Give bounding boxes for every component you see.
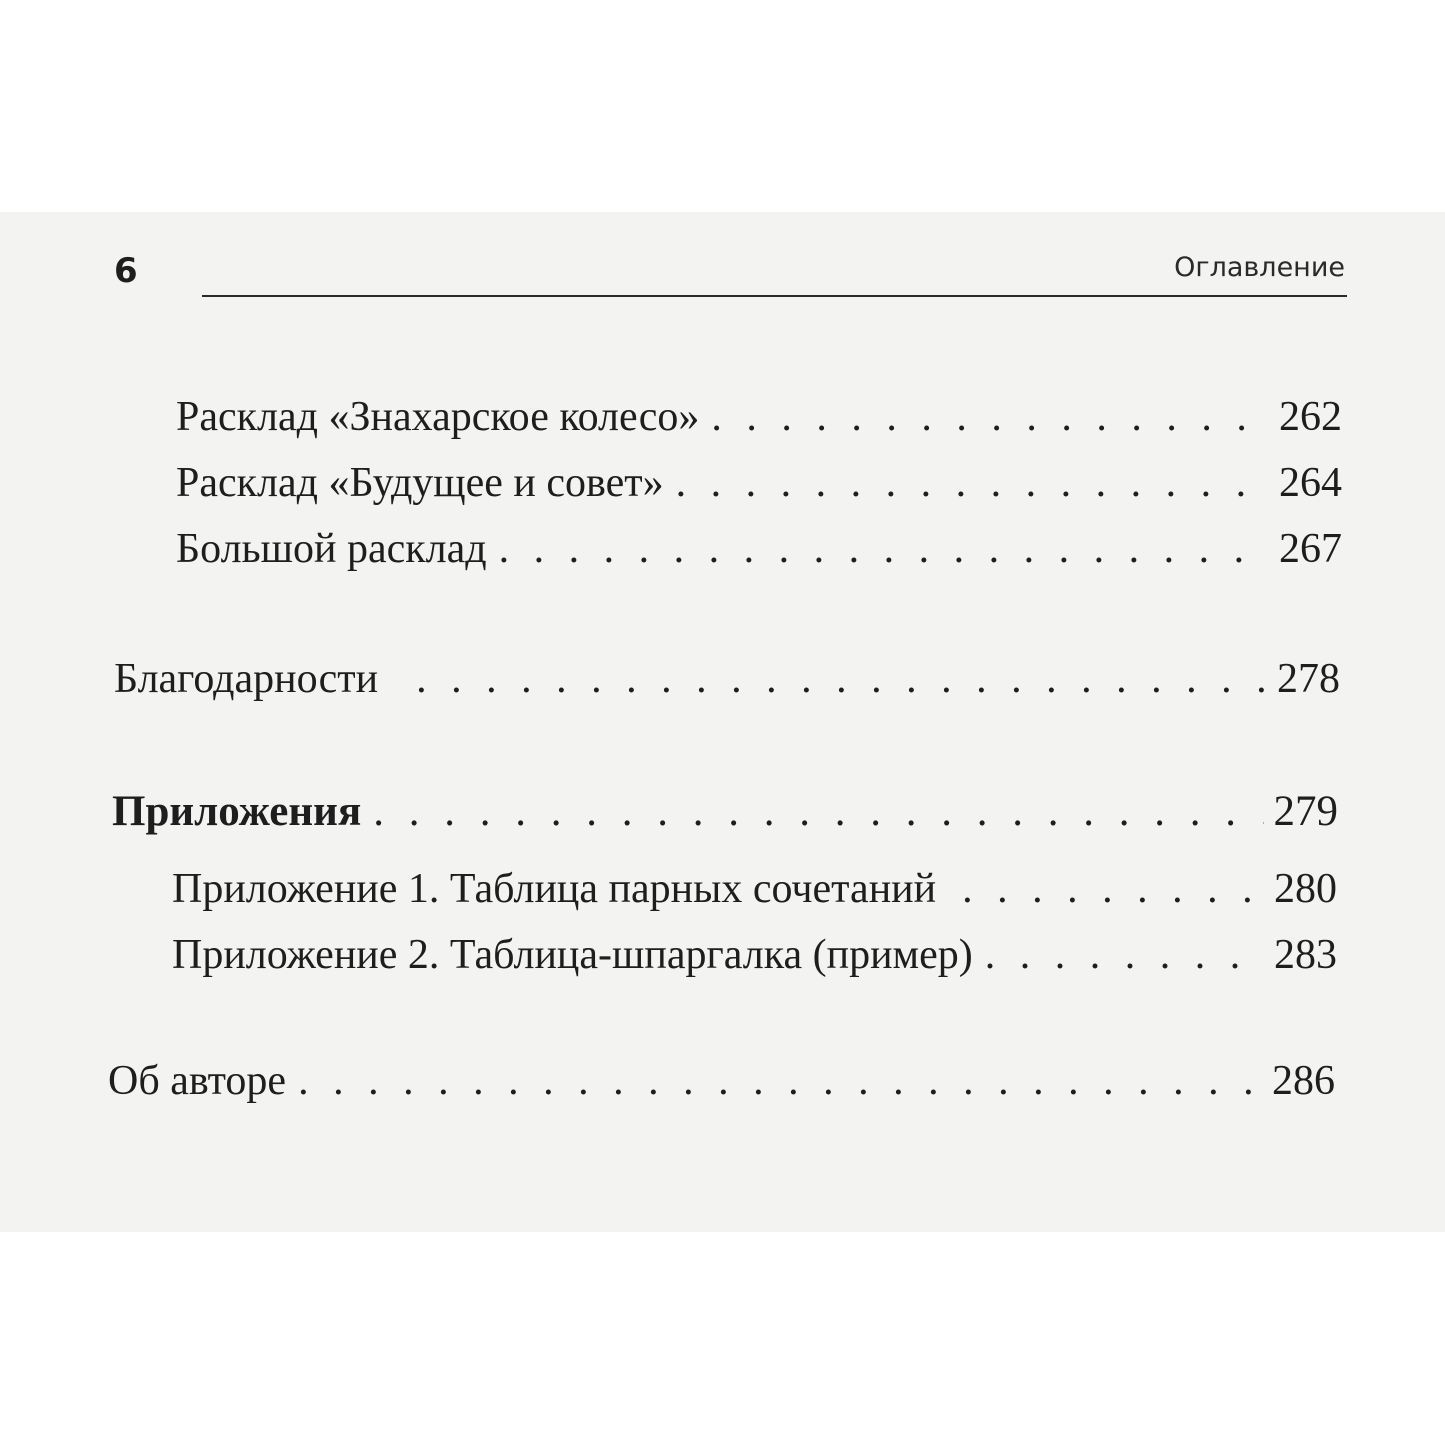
toc-entry xyxy=(176,528,1342,570)
toc-entry xyxy=(108,1060,1335,1102)
toc-dot-leader xyxy=(373,790,1263,833)
toc-dot-leader xyxy=(985,934,1264,976)
toc-dot-leader xyxy=(676,462,1269,504)
toc-entry-page: 286 xyxy=(1272,1058,1335,1104)
toc-entry xyxy=(172,868,1337,910)
toc-entry xyxy=(176,396,1342,438)
page-number: 6 xyxy=(114,251,138,291)
toc-entry-title: Большой расклад xyxy=(176,526,487,572)
toc-dot-leader xyxy=(711,396,1269,438)
toc-entry-page: 264 xyxy=(1279,460,1342,506)
toc-entry-page: 279 xyxy=(1273,788,1338,835)
toc-dot-leader xyxy=(962,868,1264,910)
toc-section-entry xyxy=(112,790,1338,833)
toc-entry-page: 283 xyxy=(1274,932,1337,978)
toc-entry xyxy=(114,658,1340,700)
header-rule xyxy=(202,295,1347,297)
toc-entry-title: Приложение 2. Таблица-шпаргалка (пример) xyxy=(172,932,973,978)
toc-entry-title: Приложения xyxy=(112,788,362,835)
toc-entry-page: 267 xyxy=(1279,526,1342,572)
toc-entry-title: Расклад «Будущее и совет» xyxy=(176,460,664,506)
toc-entry-title: Об авторе xyxy=(108,1058,287,1104)
running-head: Оглавление xyxy=(1174,252,1345,283)
toc-entry-title: Расклад «Знахарское колесо» xyxy=(176,394,700,440)
toc-entry xyxy=(172,934,1337,976)
toc-entry-title: Благодарности xyxy=(114,656,379,702)
toc-entry-page: 262 xyxy=(1279,394,1342,440)
toc-dot-leader xyxy=(499,528,1269,570)
toc-entry-title: Приложение 1. Таблица парных сочетаний xyxy=(172,866,937,912)
toc-entry-page: 278 xyxy=(1277,656,1340,702)
toc-entry xyxy=(176,462,1342,504)
toc-dot-leader xyxy=(298,1060,1262,1102)
toc-entry-page: 280 xyxy=(1274,866,1337,912)
toc-dot-leader xyxy=(416,658,1267,700)
book-page xyxy=(0,212,1445,1232)
